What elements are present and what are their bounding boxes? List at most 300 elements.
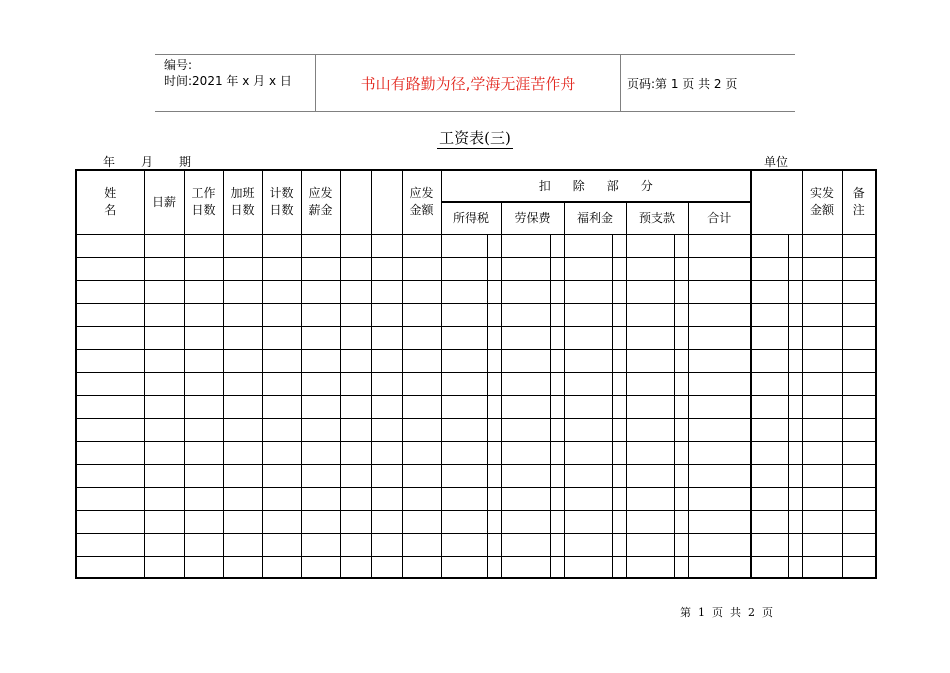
- table-cell[interactable]: [564, 487, 612, 510]
- table-cell[interactable]: [612, 487, 626, 510]
- table-cell[interactable]: [688, 510, 751, 533]
- table-cell[interactable]: [76, 280, 144, 303]
- table-cell[interactable]: [688, 326, 751, 349]
- table-cell[interactable]: [441, 487, 487, 510]
- table-cell[interactable]: [371, 349, 402, 372]
- table-cell[interactable]: [144, 257, 184, 280]
- table-cell[interactable]: [223, 487, 262, 510]
- table-cell[interactable]: [340, 257, 371, 280]
- table-cell[interactable]: [612, 280, 626, 303]
- table-cell[interactable]: [76, 349, 144, 372]
- table-cell[interactable]: [144, 303, 184, 326]
- table-cell[interactable]: [262, 441, 301, 464]
- table-cell[interactable]: [262, 395, 301, 418]
- table-cell[interactable]: [371, 556, 402, 578]
- table-cell[interactable]: [674, 441, 688, 464]
- table-cell[interactable]: [301, 303, 340, 326]
- table-cell[interactable]: [262, 464, 301, 487]
- table-cell[interactable]: [223, 533, 262, 556]
- table-cell[interactable]: [184, 395, 223, 418]
- table-cell[interactable]: [501, 464, 550, 487]
- table-cell[interactable]: [626, 372, 674, 395]
- table-cell[interactable]: [842, 395, 876, 418]
- table-cell[interactable]: [402, 441, 441, 464]
- table-cell[interactable]: [262, 533, 301, 556]
- table-cell[interactable]: [674, 418, 688, 441]
- table-cell[interactable]: [402, 487, 441, 510]
- table-cell[interactable]: [501, 441, 550, 464]
- table-cell[interactable]: [487, 487, 501, 510]
- table-cell[interactable]: [441, 556, 487, 578]
- table-cell[interactable]: [564, 349, 612, 372]
- table-cell[interactable]: [842, 533, 876, 556]
- table-cell[interactable]: [612, 556, 626, 578]
- table-cell[interactable]: [674, 257, 688, 280]
- table-cell[interactable]: [788, 280, 802, 303]
- table-cell[interactable]: [564, 533, 612, 556]
- table-cell[interactable]: [842, 257, 876, 280]
- table-cell[interactable]: [487, 280, 501, 303]
- table-cell[interactable]: [550, 441, 564, 464]
- table-cell[interactable]: [751, 372, 788, 395]
- table-cell[interactable]: [626, 326, 674, 349]
- table-cell[interactable]: [487, 441, 501, 464]
- table-cell[interactable]: [262, 349, 301, 372]
- table-cell[interactable]: [402, 303, 441, 326]
- table-cell[interactable]: [674, 464, 688, 487]
- table-cell[interactable]: [612, 441, 626, 464]
- table-cell[interactable]: [501, 326, 550, 349]
- table-cell[interactable]: [371, 280, 402, 303]
- table-cell[interactable]: [842, 418, 876, 441]
- table-cell[interactable]: [301, 280, 340, 303]
- table-cell[interactable]: [751, 349, 788, 372]
- table-cell[interactable]: [550, 326, 564, 349]
- table-cell[interactable]: [802, 349, 842, 372]
- table-cell[interactable]: [688, 257, 751, 280]
- table-cell[interactable]: [301, 556, 340, 578]
- table-cell[interactable]: [402, 464, 441, 487]
- table-cell[interactable]: [441, 395, 487, 418]
- table-cell[interactable]: [626, 418, 674, 441]
- table-cell[interactable]: [340, 464, 371, 487]
- table-cell[interactable]: [501, 533, 550, 556]
- table-cell[interactable]: [223, 280, 262, 303]
- table-cell[interactable]: [76, 418, 144, 441]
- table-cell[interactable]: [688, 487, 751, 510]
- table-cell[interactable]: [184, 303, 223, 326]
- table-cell[interactable]: [751, 418, 788, 441]
- table-cell[interactable]: [550, 464, 564, 487]
- table-cell[interactable]: [612, 372, 626, 395]
- table-cell[interactable]: [802, 533, 842, 556]
- table-cell[interactable]: [612, 257, 626, 280]
- table-cell[interactable]: [262, 257, 301, 280]
- table-cell[interactable]: [144, 395, 184, 418]
- table-cell[interactable]: [76, 372, 144, 395]
- table-cell[interactable]: [223, 372, 262, 395]
- table-cell[interactable]: [626, 257, 674, 280]
- table-cell[interactable]: [371, 418, 402, 441]
- table-cell[interactable]: [564, 464, 612, 487]
- table-cell[interactable]: [688, 418, 751, 441]
- table-cell[interactable]: [751, 257, 788, 280]
- table-cell[interactable]: [842, 464, 876, 487]
- table-cell[interactable]: [301, 257, 340, 280]
- table-cell[interactable]: [144, 418, 184, 441]
- table-cell[interactable]: [371, 372, 402, 395]
- table-cell[interactable]: [550, 372, 564, 395]
- table-cell[interactable]: [441, 533, 487, 556]
- table-cell[interactable]: [688, 303, 751, 326]
- table-cell[interactable]: [441, 418, 487, 441]
- table-cell[interactable]: [564, 303, 612, 326]
- table-cell[interactable]: [340, 372, 371, 395]
- table-cell[interactable]: [674, 556, 688, 578]
- table-cell[interactable]: [371, 441, 402, 464]
- table-cell[interactable]: [501, 395, 550, 418]
- table-cell[interactable]: [184, 349, 223, 372]
- table-cell[interactable]: [788, 464, 802, 487]
- table-cell[interactable]: [802, 280, 842, 303]
- table-cell[interactable]: [788, 418, 802, 441]
- table-cell[interactable]: [842, 326, 876, 349]
- table-cell[interactable]: [842, 280, 876, 303]
- table-cell[interactable]: [751, 280, 788, 303]
- table-cell[interactable]: [501, 418, 550, 441]
- table-cell[interactable]: [802, 510, 842, 533]
- table-cell[interactable]: [612, 510, 626, 533]
- table-cell[interactable]: [674, 533, 688, 556]
- table-cell[interactable]: [688, 556, 751, 578]
- table-cell[interactable]: [184, 234, 223, 257]
- table-cell[interactable]: [487, 372, 501, 395]
- table-cell[interactable]: [301, 326, 340, 349]
- table-cell[interactable]: [184, 464, 223, 487]
- table-cell[interactable]: [184, 326, 223, 349]
- table-cell[interactable]: [402, 395, 441, 418]
- table-cell[interactable]: [688, 533, 751, 556]
- table-cell[interactable]: [550, 418, 564, 441]
- table-cell[interactable]: [441, 372, 487, 395]
- table-cell[interactable]: [144, 280, 184, 303]
- table-cell[interactable]: [487, 464, 501, 487]
- table-cell[interactable]: [626, 533, 674, 556]
- table-cell[interactable]: [144, 441, 184, 464]
- table-cell[interactable]: [441, 464, 487, 487]
- table-cell[interactable]: [788, 556, 802, 578]
- table-cell[interactable]: [371, 395, 402, 418]
- table-cell[interactable]: [564, 257, 612, 280]
- table-cell[interactable]: [802, 395, 842, 418]
- table-cell[interactable]: [842, 303, 876, 326]
- table-cell[interactable]: [501, 349, 550, 372]
- table-cell[interactable]: [487, 234, 501, 257]
- table-cell[interactable]: [340, 234, 371, 257]
- table-cell[interactable]: [487, 418, 501, 441]
- table-cell[interactable]: [626, 487, 674, 510]
- table-cell[interactable]: [441, 326, 487, 349]
- table-cell[interactable]: [501, 303, 550, 326]
- table-cell[interactable]: [340, 556, 371, 578]
- table-cell[interactable]: [788, 510, 802, 533]
- table-cell[interactable]: [842, 441, 876, 464]
- table-cell[interactable]: [144, 326, 184, 349]
- table-cell[interactable]: [802, 234, 842, 257]
- table-cell[interactable]: [487, 349, 501, 372]
- table-cell[interactable]: [441, 257, 487, 280]
- table-cell[interactable]: [612, 326, 626, 349]
- table-cell[interactable]: [802, 326, 842, 349]
- table-cell[interactable]: [441, 441, 487, 464]
- table-cell[interactable]: [674, 326, 688, 349]
- table-cell[interactable]: [612, 303, 626, 326]
- table-cell[interactable]: [788, 257, 802, 280]
- table-cell[interactable]: [788, 303, 802, 326]
- table-cell[interactable]: [564, 234, 612, 257]
- table-cell[interactable]: [340, 303, 371, 326]
- table-cell[interactable]: [76, 234, 144, 257]
- table-cell[interactable]: [788, 234, 802, 257]
- table-cell[interactable]: [144, 556, 184, 578]
- table-cell[interactable]: [371, 326, 402, 349]
- table-cell[interactable]: [223, 303, 262, 326]
- table-cell[interactable]: [340, 280, 371, 303]
- table-cell[interactable]: [751, 510, 788, 533]
- table-cell[interactable]: [441, 303, 487, 326]
- table-cell[interactable]: [184, 533, 223, 556]
- table-cell[interactable]: [441, 234, 487, 257]
- table-cell[interactable]: [564, 326, 612, 349]
- table-cell[interactable]: [564, 372, 612, 395]
- table-cell[interactable]: [402, 326, 441, 349]
- table-cell[interactable]: [626, 441, 674, 464]
- table-cell[interactable]: [223, 418, 262, 441]
- table-cell[interactable]: [487, 510, 501, 533]
- table-cell[interactable]: [184, 372, 223, 395]
- table-cell[interactable]: [301, 418, 340, 441]
- table-cell[interactable]: [674, 349, 688, 372]
- table-cell[interactable]: [564, 418, 612, 441]
- table-cell[interactable]: [674, 372, 688, 395]
- table-cell[interactable]: [301, 464, 340, 487]
- table-cell[interactable]: [371, 533, 402, 556]
- table-cell[interactable]: [301, 372, 340, 395]
- table-cell[interactable]: [301, 533, 340, 556]
- table-cell[interactable]: [626, 349, 674, 372]
- table-cell[interactable]: [842, 556, 876, 578]
- table-cell[interactable]: [842, 234, 876, 257]
- table-cell[interactable]: [487, 326, 501, 349]
- table-cell[interactable]: [674, 280, 688, 303]
- table-cell[interactable]: [550, 257, 564, 280]
- table-cell[interactable]: [76, 487, 144, 510]
- table-cell[interactable]: [441, 510, 487, 533]
- table-cell[interactable]: [340, 533, 371, 556]
- table-cell[interactable]: [550, 533, 564, 556]
- table-cell[interactable]: [688, 234, 751, 257]
- table-cell[interactable]: [371, 257, 402, 280]
- table-cell[interactable]: [76, 303, 144, 326]
- table-cell[interactable]: [626, 556, 674, 578]
- table-cell[interactable]: [223, 556, 262, 578]
- table-cell[interactable]: [612, 395, 626, 418]
- table-cell[interactable]: [76, 326, 144, 349]
- table-cell[interactable]: [688, 395, 751, 418]
- table-cell[interactable]: [223, 441, 262, 464]
- table-cell[interactable]: [802, 487, 842, 510]
- table-cell[interactable]: [340, 418, 371, 441]
- table-cell[interactable]: [674, 303, 688, 326]
- table-cell[interactable]: [223, 234, 262, 257]
- table-cell[interactable]: [626, 280, 674, 303]
- table-cell[interactable]: [223, 349, 262, 372]
- table-cell[interactable]: [371, 234, 402, 257]
- table-cell[interactable]: [402, 349, 441, 372]
- table-cell[interactable]: [842, 487, 876, 510]
- table-cell[interactable]: [674, 487, 688, 510]
- table-cell[interactable]: [788, 533, 802, 556]
- table-cell[interactable]: [184, 257, 223, 280]
- table-cell[interactable]: [788, 372, 802, 395]
- table-cell[interactable]: [402, 234, 441, 257]
- table-cell[interactable]: [402, 510, 441, 533]
- table-cell[interactable]: [501, 510, 550, 533]
- table-cell[interactable]: [564, 280, 612, 303]
- table-cell[interactable]: [301, 510, 340, 533]
- table-cell[interactable]: [184, 510, 223, 533]
- table-cell[interactable]: [76, 464, 144, 487]
- table-cell[interactable]: [184, 280, 223, 303]
- table-cell[interactable]: [674, 510, 688, 533]
- table-cell[interactable]: [751, 464, 788, 487]
- table-cell[interactable]: [340, 441, 371, 464]
- table-cell[interactable]: [802, 441, 842, 464]
- table-cell[interactable]: [340, 395, 371, 418]
- table-cell[interactable]: [550, 487, 564, 510]
- table-cell[interactable]: [802, 372, 842, 395]
- table-cell[interactable]: [262, 303, 301, 326]
- table-cell[interactable]: [184, 556, 223, 578]
- table-cell[interactable]: [184, 487, 223, 510]
- table-cell[interactable]: [802, 303, 842, 326]
- table-cell[interactable]: [301, 234, 340, 257]
- table-cell[interactable]: [612, 234, 626, 257]
- table-cell[interactable]: [487, 556, 501, 578]
- table-cell[interactable]: [788, 441, 802, 464]
- table-cell[interactable]: [688, 464, 751, 487]
- table-cell[interactable]: [262, 418, 301, 441]
- table-cell[interactable]: [612, 533, 626, 556]
- table-cell[interactable]: [262, 234, 301, 257]
- table-cell[interactable]: [550, 349, 564, 372]
- table-cell[interactable]: [76, 395, 144, 418]
- table-cell[interactable]: [751, 303, 788, 326]
- table-cell[interactable]: [550, 280, 564, 303]
- table-cell[interactable]: [564, 510, 612, 533]
- table-cell[interactable]: [76, 441, 144, 464]
- table-cell[interactable]: [402, 257, 441, 280]
- table-cell[interactable]: [751, 533, 788, 556]
- table-cell[interactable]: [501, 372, 550, 395]
- table-cell[interactable]: [301, 441, 340, 464]
- table-cell[interactable]: [674, 234, 688, 257]
- table-cell[interactable]: [626, 234, 674, 257]
- table-cell[interactable]: [340, 487, 371, 510]
- table-cell[interactable]: [612, 464, 626, 487]
- table-cell[interactable]: [262, 326, 301, 349]
- table-cell[interactable]: [402, 418, 441, 441]
- table-cell[interactable]: [751, 234, 788, 257]
- table-cell[interactable]: [688, 349, 751, 372]
- table-cell[interactable]: [842, 510, 876, 533]
- table-cell[interactable]: [842, 349, 876, 372]
- table-cell[interactable]: [751, 326, 788, 349]
- table-cell[interactable]: [802, 257, 842, 280]
- table-cell[interactable]: [262, 487, 301, 510]
- table-cell[interactable]: [788, 395, 802, 418]
- table-cell[interactable]: [76, 510, 144, 533]
- table-cell[interactable]: [751, 487, 788, 510]
- table-cell[interactable]: [223, 257, 262, 280]
- table-cell[interactable]: [76, 556, 144, 578]
- table-cell[interactable]: [788, 349, 802, 372]
- table-cell[interactable]: [501, 257, 550, 280]
- table-cell[interactable]: [223, 464, 262, 487]
- table-cell[interactable]: [802, 556, 842, 578]
- table-cell[interactable]: [402, 533, 441, 556]
- table-cell[interactable]: [262, 510, 301, 533]
- table-cell[interactable]: [301, 349, 340, 372]
- table-cell[interactable]: [402, 556, 441, 578]
- table-cell[interactable]: [501, 556, 550, 578]
- table-cell[interactable]: [501, 234, 550, 257]
- table-cell[interactable]: [487, 533, 501, 556]
- table-cell[interactable]: [487, 257, 501, 280]
- table-cell[interactable]: [501, 280, 550, 303]
- table-cell[interactable]: [184, 441, 223, 464]
- table-cell[interactable]: [371, 487, 402, 510]
- table-cell[interactable]: [402, 372, 441, 395]
- table-cell[interactable]: [788, 487, 802, 510]
- table-cell[interactable]: [842, 372, 876, 395]
- table-cell[interactable]: [564, 441, 612, 464]
- table-cell[interactable]: [802, 464, 842, 487]
- table-cell[interactable]: [223, 395, 262, 418]
- table-cell[interactable]: [550, 234, 564, 257]
- table-cell[interactable]: [371, 303, 402, 326]
- table-cell[interactable]: [612, 349, 626, 372]
- table-cell[interactable]: [688, 280, 751, 303]
- table-cell[interactable]: [262, 372, 301, 395]
- table-cell[interactable]: [751, 441, 788, 464]
- table-cell[interactable]: [262, 280, 301, 303]
- table-cell[interactable]: [626, 395, 674, 418]
- table-cell[interactable]: [626, 464, 674, 487]
- table-cell[interactable]: [564, 556, 612, 578]
- table-cell[interactable]: [340, 326, 371, 349]
- table-cell[interactable]: [487, 303, 501, 326]
- table-cell[interactable]: [626, 303, 674, 326]
- table-cell[interactable]: [674, 395, 688, 418]
- table-cell[interactable]: [223, 510, 262, 533]
- table-cell[interactable]: [441, 349, 487, 372]
- table-cell[interactable]: [144, 464, 184, 487]
- table-cell[interactable]: [301, 395, 340, 418]
- table-cell[interactable]: [144, 234, 184, 257]
- table-cell[interactable]: [501, 487, 550, 510]
- table-cell[interactable]: [144, 372, 184, 395]
